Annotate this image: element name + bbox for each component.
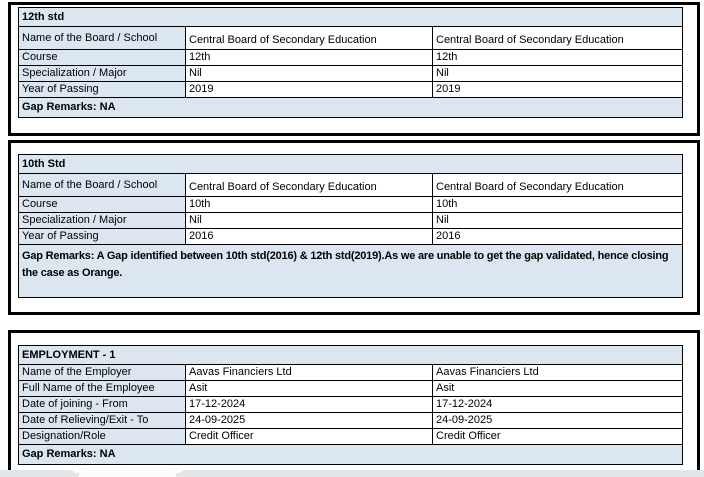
row-label: Full Name of the Employee (19, 381, 186, 397)
row-value-1: Nil (186, 213, 433, 229)
section-title: 10th Std (19, 155, 683, 174)
table-row (19, 174, 683, 197)
table-row (19, 27, 683, 50)
row-value-2: Nil (433, 213, 683, 229)
row-value-1: 17-12-2024 (186, 397, 433, 413)
row-value-1: 2016 (186, 229, 433, 245)
table-row (19, 245, 683, 298)
row-label: Name of the Employer (19, 365, 186, 381)
row-label: Designation/Role (19, 429, 186, 445)
row-label: Date of Relieving/Exit - To (19, 413, 186, 429)
row-value-2: 10th (433, 197, 683, 213)
education-table-12th (18, 7, 683, 118)
row-label: Year of Passing (19, 229, 186, 245)
table-row (19, 413, 683, 429)
gap-remarks: Gap Remarks: NA (19, 98, 683, 118)
row-label: Course (19, 197, 186, 213)
row-value-1: 24-09-2025 (186, 413, 433, 429)
table-row (19, 50, 683, 66)
row-label: Date of joining - From (19, 397, 186, 413)
row-value-2: Aavas Financiers Ltd (433, 365, 683, 381)
table-row (19, 365, 683, 381)
table-row (19, 8, 683, 27)
table-row (19, 82, 683, 98)
gap-remarks: Gap Remarks: A Gap identified between 10th std(2016) & 12th std(2019).As we are unable to get the gap validated, hence closing the case as Orange. (19, 245, 683, 298)
row-value-1: 10th (186, 197, 433, 213)
row-value-1: Credit Officer (186, 429, 433, 445)
row-value-2: 17-12-2024 (433, 397, 683, 413)
row-value-1: Aavas Financiers Ltd (186, 365, 433, 381)
row-value-1: Asit (186, 381, 433, 397)
education-table-10th (18, 154, 683, 298)
section-employment-1 (8, 330, 700, 477)
row-value-1: Central Board of Secondary Education (186, 27, 433, 50)
row-value-2: 2019 (433, 82, 683, 98)
row-value-1: Nil (186, 66, 433, 82)
bottom-tab-strip (0, 470, 704, 477)
bottom-tab-right[interactable] (179, 470, 704, 477)
row-label: Name of the Board / School (19, 174, 186, 197)
row-value-1: 12th (186, 50, 433, 66)
table-row (19, 229, 683, 245)
table-row (19, 445, 683, 465)
gap-remarks: Gap Remarks: NA (19, 445, 683, 465)
section-title: 12th std (19, 8, 683, 27)
row-label: Specialization / Major (19, 213, 186, 229)
row-label: Year of Passing (19, 82, 186, 98)
row-value-2: 24-09-2025 (433, 413, 683, 429)
table-row (19, 66, 683, 82)
row-value-1: Central Board of Secondary Education (186, 174, 433, 197)
table-row (19, 429, 683, 445)
employment-table (18, 345, 683, 465)
row-label: Course (19, 50, 186, 66)
table-row (19, 213, 683, 229)
table-row (19, 98, 683, 118)
bottom-tab-left[interactable] (0, 470, 76, 477)
table-row (19, 346, 683, 365)
table-row (19, 381, 683, 397)
row-value-2: Central Board of Secondary Education (433, 27, 683, 50)
table-row (19, 155, 683, 174)
row-value-1: 2019 (186, 82, 433, 98)
row-value-2: Credit Officer (433, 429, 683, 445)
row-value-2: 2016 (433, 229, 683, 245)
row-value-2: 12th (433, 50, 683, 66)
row-value-2: Nil (433, 66, 683, 82)
row-label: Specialization / Major (19, 66, 186, 82)
row-value-2: Asit (433, 381, 683, 397)
section-title: EMPLOYMENT - 1 (19, 346, 683, 365)
section-10th-std (8, 140, 700, 315)
table-row (19, 197, 683, 213)
bottom-tab-middle[interactable] (79, 470, 176, 477)
section-12th-std (8, 2, 700, 136)
table-row (19, 397, 683, 413)
row-label: Name of the Board / School (19, 27, 186, 50)
row-value-2: Central Board of Secondary Education (433, 174, 683, 197)
